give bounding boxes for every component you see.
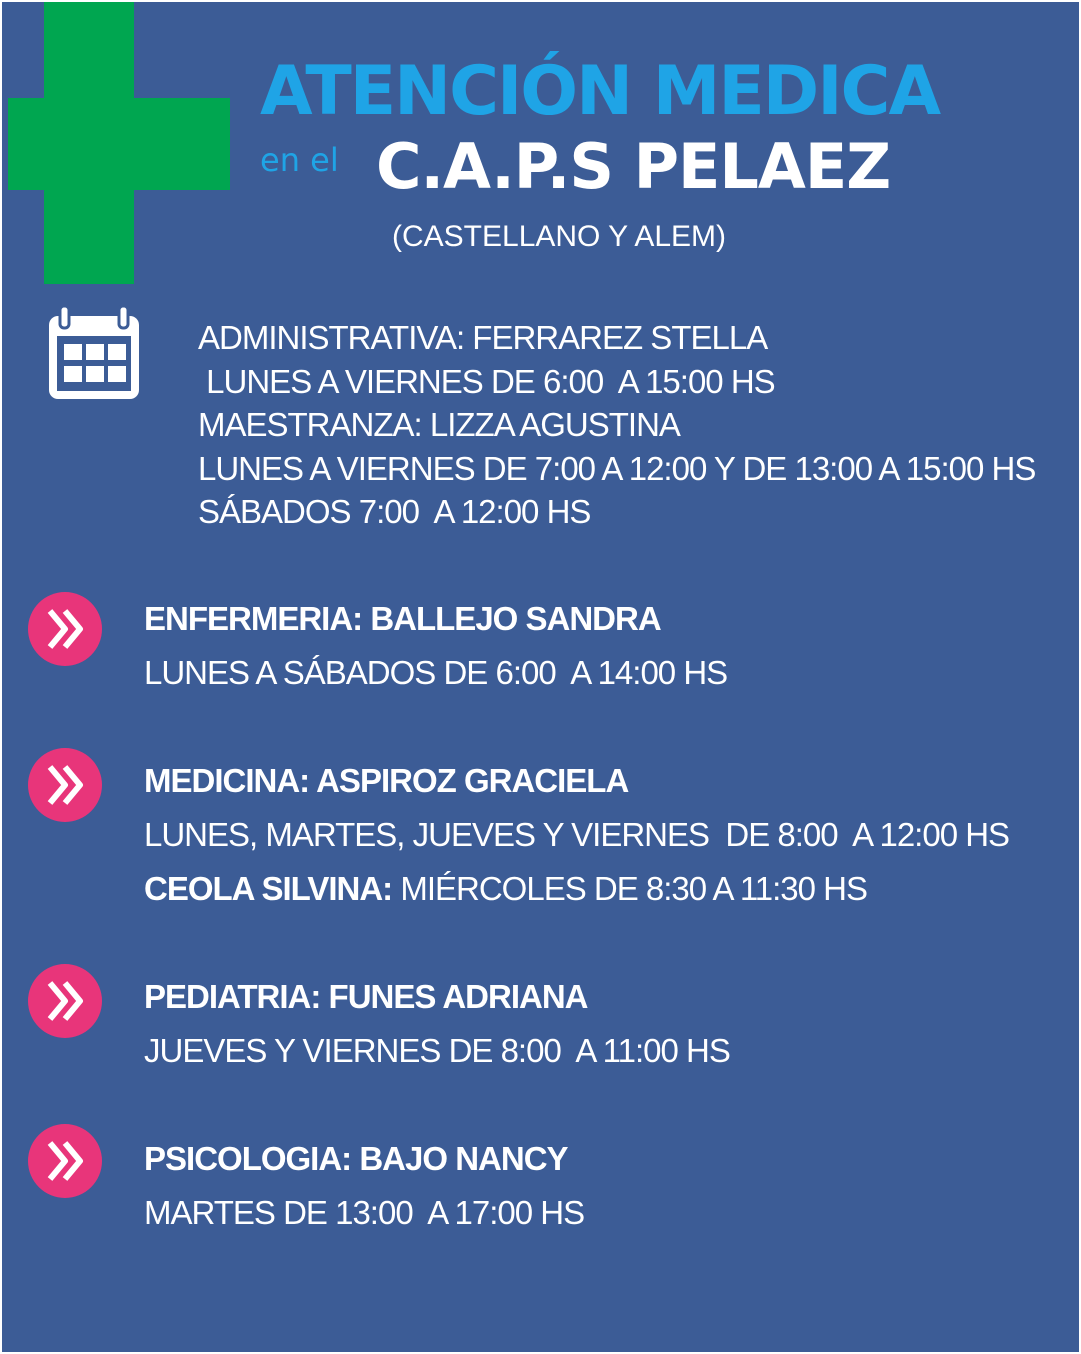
psicologia-schedule: MARTES DE 13:00 A 17:00 HS bbox=[144, 1194, 585, 1231]
admin-line: LUNES A VIERNES DE 6:00 A 15:00 HS bbox=[198, 362, 775, 400]
admin-line: ADMINISTRATIVA: FERRAREZ STELLA bbox=[198, 319, 768, 356]
double-chevron-right-icon bbox=[28, 592, 102, 666]
double-chevron-right-icon bbox=[28, 1124, 102, 1198]
enfermeria-schedule: LUNES A SÁBADOS DE 6:00 A 14:00 HS bbox=[144, 654, 728, 691]
double-chevron-right-icon bbox=[28, 748, 102, 822]
calendar-icon bbox=[46, 302, 142, 402]
enfermeria-heading: ENFERMERIA: BALLEJO SANDRA bbox=[144, 600, 661, 637]
admin-line: MAESTRANZA: LIZZA AGUSTINA bbox=[198, 406, 680, 443]
medicina-extra bbox=[144, 872, 867, 905]
psicologia-heading: PSICOLOGIA: BAJO NANCY bbox=[144, 1140, 568, 1177]
pediatria-schedule: JUEVES Y VIERNES DE 8:00 A 11:00 HS bbox=[144, 1032, 730, 1069]
admin-line: LUNES A VIERNES DE 7:00 A 12:00 Y DE 13:00 A 15:00 HS bbox=[198, 449, 1036, 487]
page-title: ATENCIÓN MEDICA bbox=[260, 52, 940, 131]
title-prefix: en el bbox=[260, 141, 339, 179]
center-address: (CASTELLANO Y ALEM) bbox=[392, 220, 727, 253]
pediatria-heading: PEDIATRIA: FUNES ADRIANA bbox=[144, 978, 588, 1015]
medicina-extra-schedule: MIÉRCOLES DE 8:30 A 11:30 HS bbox=[392, 870, 867, 907]
medicina-extra-name: CEOLA SILVINA: bbox=[144, 870, 393, 907]
admin-line: SÁBADOS 7:00 A 12:00 HS bbox=[198, 493, 591, 530]
administrative-schedule bbox=[198, 316, 1035, 534]
double-chevron-right-icon bbox=[28, 964, 102, 1038]
medicina-heading: MEDICINA: ASPIROZ GRACIELA bbox=[144, 762, 629, 799]
center-name: C.A.P.S PELAEZ bbox=[376, 130, 891, 203]
medicina-schedule: LUNES, MARTES, JUEVES Y VIERNES DE 8:00 A 12:00 HS bbox=[144, 816, 1010, 853]
